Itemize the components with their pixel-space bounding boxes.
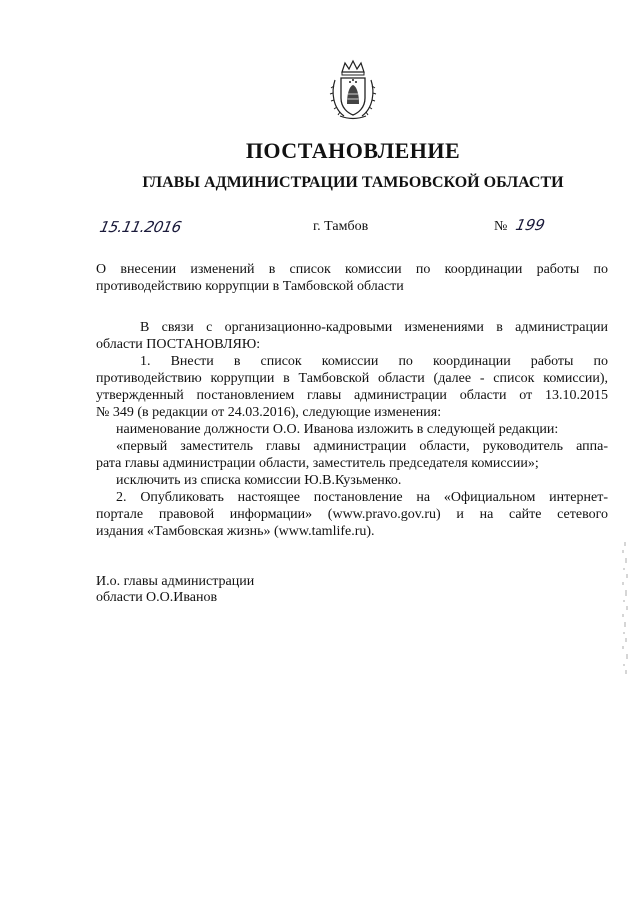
body-line: рата главы администрации области, заместитель председателя комиссии»; xyxy=(96,456,539,471)
document-title: ПОСТАНОВЛЕНИЕ xyxy=(245,138,461,163)
document-body xyxy=(96,319,608,540)
body-line: наименование должности О.О. Иванова изложить в следующей редакции: xyxy=(116,422,559,437)
subject-line: О внесении изменений в список комиссии по координации работы по xyxy=(96,262,608,277)
coat-of-arms-icon xyxy=(328,58,378,122)
document-date: 15.11.2016 xyxy=(98,218,183,236)
document-subject xyxy=(96,261,608,295)
document-number: 199 xyxy=(514,216,547,234)
signatory-title: области xyxy=(96,590,143,605)
document-city: г. Тамбов xyxy=(313,219,369,234)
body-line: области ПОСТАНОВЛЯЮ: xyxy=(96,337,261,352)
body-line: В связи с организационно-кадровыми изменениями в администрации xyxy=(140,320,608,335)
document-number-label: № xyxy=(494,219,508,234)
body-line: 2. Опубликовать настоящее постановление на «Официальном интернет- xyxy=(116,490,608,505)
body-line: № 349 (в редакции от 24.03.2016), следующие изменения: xyxy=(96,405,442,420)
body-line: издания «Тамбовская жизнь» (www.tamlife.ru). xyxy=(96,524,375,539)
issuing-authority: ГЛАВЫ АДМИНИСТРАЦИИ ТАМБОВСКОЙ ОБЛАСТИ xyxy=(142,174,564,191)
body-line: утвержденный постановлением главы администрации области от 13.10.2015 xyxy=(96,388,608,403)
body-line: противодействию коррупции в Тамбовской области (далее - список комиссии), xyxy=(96,371,608,386)
subject-line: противодействию коррупции в Тамбовской области xyxy=(96,279,404,294)
body-line: исключить из списка комиссии Ю.В.Кузьменко. xyxy=(116,473,402,488)
scan-margin-marks xyxy=(618,540,632,680)
body-line: 1. Внести в список комиссии по координации работы по xyxy=(140,354,608,369)
body-line: «первый заместитель главы администрации области, руководитель аппа- xyxy=(116,439,608,454)
signatory-name: О.О.Иванов xyxy=(146,590,218,605)
body-line: портале правовой информации» (www.pravo.gov.ru) и на сайте сетевого xyxy=(96,507,608,522)
signatory-title: И.о. главы администрации xyxy=(96,574,255,589)
